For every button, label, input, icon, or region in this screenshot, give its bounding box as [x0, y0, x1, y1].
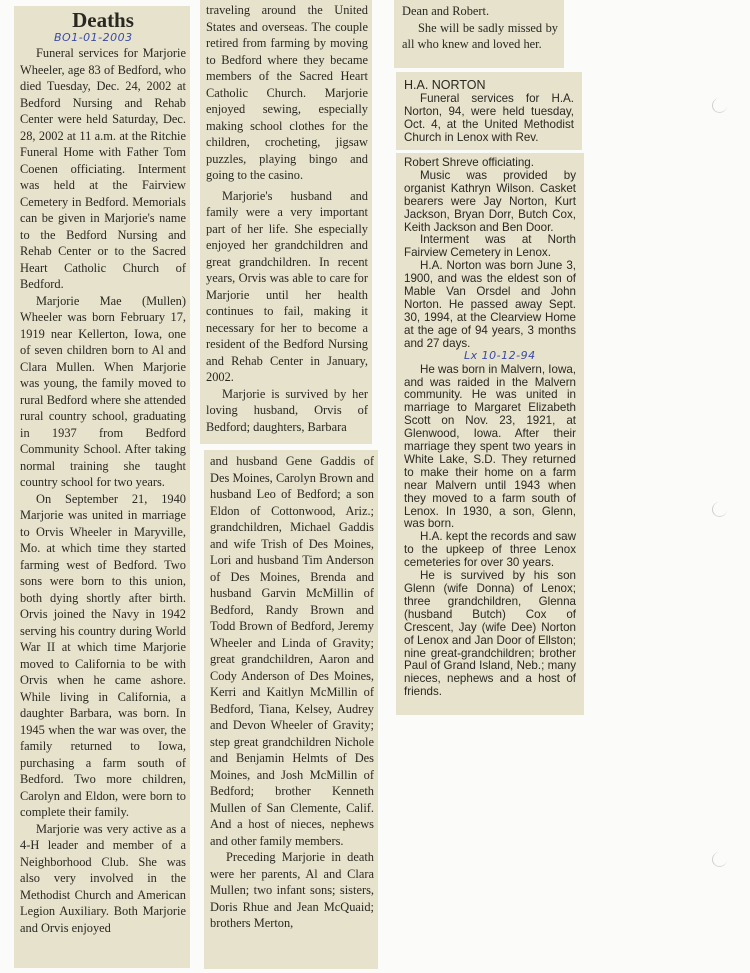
handwritten-date: BO1-01-2003: [54, 31, 133, 44]
norton-heading: H.A. NORTON: [404, 78, 486, 92]
norton-paragraph: He was born in Malvern, Iowa, and was raided in the Malvern community. He was united in marriage to Margaret Elizabeth Scott on Nov. 23, 1921, at Glenwood, Iowa. After their marriage they spent two years in White Lake, S.D. They returned to make their home on a farm near Malvern until 1943 when they moved to a farm south of Lenox. In 1930, a son, Glenn, was born.: [404, 362, 576, 531]
wheeler-column-3: [394, 0, 564, 68]
norton-clipping-top: [396, 72, 582, 150]
wheeler-paragraph: traveling around the United States and overseas. The couple retired from farming by moving to Bedford where they became members of the Sacred Heart Catholic Church. Marjorie enjoyed sewing, especially making school clothes for the children, crocheting, jigsaw puzzles, playing bingo and going to the casino.: [206, 3, 368, 182]
wheeler-column-2-top: [200, 0, 372, 444]
norton-paragraph: Robert Shreve officiating.: [404, 156, 534, 169]
norton-paragraph: He is survived by his son Glenn (wife Donna) of Lenox; three grandchildren, Glenna (husband Butch) Cox of Crescent, Jay (wife Dee) Norton of Lenox and Jan Door of Ellston; nine great-grandchildren; brother Paul of Grand Island, Neb.; many nieces, nephews and a host of friends.: [404, 569, 576, 699]
wheeler-paragraph: Dean and Robert.: [402, 4, 490, 18]
wheeler-paragraph: On September 21, 1940 Marjorie was united in marriage to Orvis Wheeler in Maryville, Mo. at which time they started farming west of Bedford. Two sons were born to this union, both dying shortly after birth. Orvis joined the Navy in 1942 serving his country during World War II at which time Marjorie moved to California to be with Orvis when he came ashore. While living in California, a daughter Barbara, was born. In 1945 when the war was over, the family returned to Iowa, purchasing a farm south of Bedford. Two more children, Carolyn and Eldon, were born to complete their family.: [20, 491, 186, 819]
norton-paragraph: Music was provided by organist Kathryn Wilson. Casket bearers were Jay Norton, Kurt Jackson, Bryan Dorr, Butch Cox, Keith Jackson and Ben Door.: [404, 168, 576, 234]
binder-hole-mark: [712, 502, 727, 517]
wheeler-paragraph: Marjorie was very active as a 4-H leader and member of a Neighborhood Club. She was also very involved in the Methodist Church and American Legion Auxiliary. Both Marjorie and Orvis enjoyed: [20, 821, 186, 935]
norton-paragraph: H.A. Norton was born June 3, 1900, and was the eldest son of Mable Van Orsdel and John Norton. He passed away Sept. 30, 1994, at the Clearview Home at the age of 94 years, 3 months and 27 days.: [404, 259, 576, 350]
binder-hole-mark: [712, 852, 727, 867]
wheeler-paragraph: Marjorie is survived by her loving husband, Orvis of Bedford; daughters, Barbara: [206, 386, 368, 434]
wheeler-paragraph: She will be sadly missed by all who knew and loved her.: [402, 20, 558, 51]
wheeler-paragraph: Marjorie Mae (Mullen) Wheeler was born February 17, 1919 near Kellerton, Iowa, one of seven children born to Al and Clara Mullen. When Marjorie was young, the family moved to rural Bedford where she attended rural country school, graduating in 1937 from Bedford Community School. After taking normal training she taught country school for two years.: [20, 293, 186, 489]
norton-paragraph: Interment was at North Fairview Cemetery in Lenox.: [404, 233, 576, 260]
wheeler-paragraph: and husband Gene Gaddis of Des Moines, Carolyn Brown and husband Leo of Bedford; a son Eldon of Cottonwood, Ariz.; grandchildren, Michael Gaddis and wife Trish of Des Moines, Lori and husband Tim Anderson of Des Moines, Brenda and husband Garvin McMillin of Bedford, Randy Brown and Todd Brown of Bedford, Jeremy Wheeler and Linda of Gravity; great grandchildren, Aaron and Cody Anderson of Des Moines, Kerri and Kaitlyn McMillin of Bedford, Tiana, Kelsey, Audrey and Devon Wheeler of Gravity; step great grandchildren Nichole and Benjamin Helmts of Des Moines, and Josh McMillin of Bedford; brother Kenneth Mullen of San Clemente, Calif. And a host of nieces, nephews and other family members.: [210, 454, 374, 848]
wheeler-paragraph: Funeral services for Marjorie Wheeler, age 83 of Bedford, who died Tuesday, Dec. 24, 2002 at Bedford Nursing and Rehab Center were held Saturday, Dec. 28, 2002 at 11 a.m. at the Ritchie Funeral Home with Father Tom Coenen officiating. Interment was held at the Fairview Cemetery in Bedford. Memorials can be given in Marjorie's name to the Bedford Nursing and Rehab Center or to the Sacred Heart Catholic Church of Bedford.: [20, 46, 186, 291]
wheeler-column-1: [14, 6, 190, 968]
deaths-heading: Deaths: [72, 8, 134, 32]
norton-paragraph: H.A. kept the records and saw to the upkeep of three Lenox cemeteries for over 30 years.: [404, 530, 576, 570]
norton-paragraph: Funeral services for H.A. Norton, 94, were held tuesday, Oct. 4, at the United Methodist Church in Lenox with Rev.: [404, 92, 574, 144]
norton-handwritten-date: Lx 10-12-94: [464, 348, 536, 362]
wheeler-column-2-bottom: [204, 450, 378, 969]
norton-clipping-bottom: [396, 153, 584, 715]
wheeler-paragraph: Preceding Marjorie in death were her parents, Al and Clara Mullen; two infant sons; sisters, Doris Rhue and Jean McQuaid; brothers Merton,: [210, 850, 374, 930]
wheeler-paragraph: Marjorie's husband and family were a very important part of her life. She especially enjoyed her grandchildren and great grandchildren. In recent years, Orvis was able to care for Marjorie until her health continues to fail, making it necessary for her to become a resident of the Bedford Nursing and Rehab Center in January, 2002.: [206, 188, 368, 384]
binder-hole-mark: [712, 98, 727, 113]
